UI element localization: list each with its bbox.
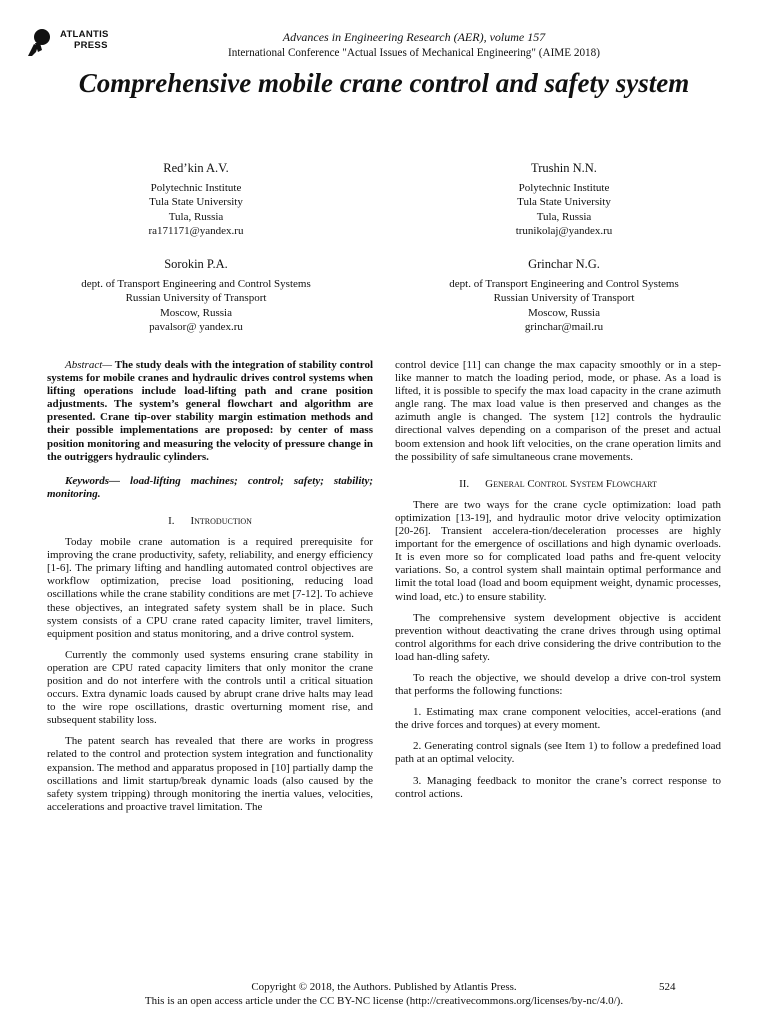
body-paragraph: To reach the objective, we should develop a drive con-trol system that performs the following functions: (395, 671, 721, 698)
author-name: Grinchar N.G. (528, 257, 600, 271)
abstract (47, 359, 373, 464)
author-affiliation: Tula State University (149, 196, 243, 209)
keywords: Keywords— load-lifting machines; control; safety; stability; monitoring. (47, 474, 373, 500)
logo-line-2: PRESS (74, 40, 108, 51)
author-name: Red’kin A.V. (163, 161, 229, 175)
author-affiliation: Polytechnic Institute (518, 182, 610, 195)
author-block (46, 257, 346, 334)
section-heading (395, 478, 721, 491)
author-block (414, 161, 714, 238)
section-title: Introduction (190, 514, 252, 527)
list-item: 1. Estimating max crane component velocities, accel-erations (and the drive forces and torques) at every moment. (395, 706, 721, 732)
abstract-text: The study deals with the integration of stability control systems for mobile cranes and hydraulic drives control systems when lifting operations include load-lifting path and crane position adjustments. The system’s general flowchart and algorithm are presented. Crane tip-over stability margin estimation methods and their possible implementations are proposed: by center of mass position monitoring and measuring the velocity of pressure change in the outriggers hydraulic cylinders. (47, 359, 373, 463)
paper-title: Comprehensive mobile crane control and safety system (78, 68, 690, 98)
author-name: Trushin N.N. (531, 161, 597, 175)
author-affiliation: Polytechnic Institute (150, 182, 242, 195)
author-name: Sorokin P.A. (164, 257, 228, 271)
section-number: II. (459, 477, 470, 490)
author-location: Tula, Russia (536, 210, 592, 223)
body-paragraph: The comprehensive system development objective is accident prevention without deactivating the crane drives through using optimal control algorithms for each drive considering the drive contribution to the load han-dling safety. (395, 611, 721, 663)
author-block (414, 257, 714, 334)
body-paragraph: Today mobile crane automation is a required prerequisite for improving the crane productivity, safety, reliability, and energy efficiency [1-6]. The primary lifting and handling automated control objectives are workflow optimization, precise load positioning, reducing load oscillations while the crane stability conditions are met [7-12]. To achieve these objectives, an integrated safety system shall be in place. Such system consists of a CPU crane rated capacity limiter, travel limiters, equipment position and status monitoring, and a drive control system. (47, 536, 373, 640)
author-affiliation: Tula State University (517, 196, 611, 209)
logo-line-1: ATLANTIS (60, 29, 109, 40)
body-paragraph: control device [11] can change the max capacity smoothly or in a step-like manner to match the loading period, mode, or phase. As a load is lifted, it is possible to specify the max load capacity in the crane azimuth angle rang. The max load value is then preserved and changes as the azimuth angle is changed. The system [12] controls the hydraulic directional valves depending on a comparison of the preset and actual boom extension and hook lift velocities, on the crane operation limits and the possibility of safe simultaneous crane movements. (395, 359, 721, 463)
list-item: 3. Managing feedback to monitor the crane’s correct response to control actions. (395, 774, 721, 800)
author-location: Moscow, Russia (159, 306, 232, 319)
author-location: Moscow, Russia (527, 306, 600, 319)
body-paragraph: Currently the commonly used systems ensuring crane stability in operation are CPU rated capacity limiters that only monitor the crane position and do not interfere with the controls until a critical situation occurs. Extra dynamic loads caused by abrupt crane drive halts may lead to the wire rope oscillations, drastic overturning moment rise, and subsequent stability loss. (47, 648, 373, 727)
author-location: Tula, Russia (168, 210, 224, 223)
conference-header: International Conference "Actual Issues of Mechanical Engineering" (AIME 2018) (228, 47, 600, 59)
author-block (46, 161, 346, 238)
author-affiliation: Russian University of Transport (125, 292, 267, 305)
section-heading (47, 515, 373, 528)
author-email: pavalsor@ yandex.ru (149, 320, 243, 333)
author-email: ra171171@yandex.ru (148, 224, 244, 237)
copyright-line: Copyright © 2018, the Authors. Published by Atlantis Press. (251, 981, 517, 993)
section-number: I. (168, 514, 175, 527)
author-email: grinchar@mail.ru (524, 320, 604, 333)
body-paragraph: There are two ways for the crane cycle optimization: load path optimization [13-19], and hydraulic motor drive velocity optimization [20-26]. Transient accelera-tion/deceleration processes are highly important for the emergence of oscillations and high dynamic overloads. It is even more so for complicated load paths and fre-quent velocity variations. So, a control system shall maintain optimal performance and limit the total load (load and boom equipment weight, dynamic processes, wind load, etc.) to ensure stability. (395, 498, 721, 603)
page-number: 524 (659, 981, 676, 993)
left-column (47, 359, 373, 822)
section-title: General Control System Flowchart (485, 477, 657, 490)
author-affiliation: dept. of Transport Engineering and Control Systems (449, 278, 679, 291)
body-paragraph: The patent search has revealed that there are works in progress related to the control and protection system integration and functionality expansion. The method and apparatus proposed in [10] partially damp the oscillations and limit startup/break dynamic loads (also caused by the safety system tripping) through monitoring the inertia values, velocities, accelerations and proactive travel limitation. The (47, 735, 373, 813)
abstract-label: Abstract— (65, 359, 113, 371)
journal-header: Advances in Engineering Research (AER), volume 157 (282, 30, 546, 44)
right-column (395, 359, 721, 809)
author-affiliation: Russian University of Transport (493, 292, 635, 305)
author-email: trunikolaj@yandex.ru (515, 224, 613, 237)
page-footer (0, 980, 768, 1008)
list-item: 2. Generating control signals (see Item 1) to follow a predefined load path at an optimal velocity. (395, 740, 721, 766)
author-affiliation: dept. of Transport Engineering and Control Systems (81, 278, 311, 291)
license-line: This is an open access article under the CC BY-NC license (http://creativecommons.org/licenses/by-nc/4.0/). (144, 995, 624, 1007)
